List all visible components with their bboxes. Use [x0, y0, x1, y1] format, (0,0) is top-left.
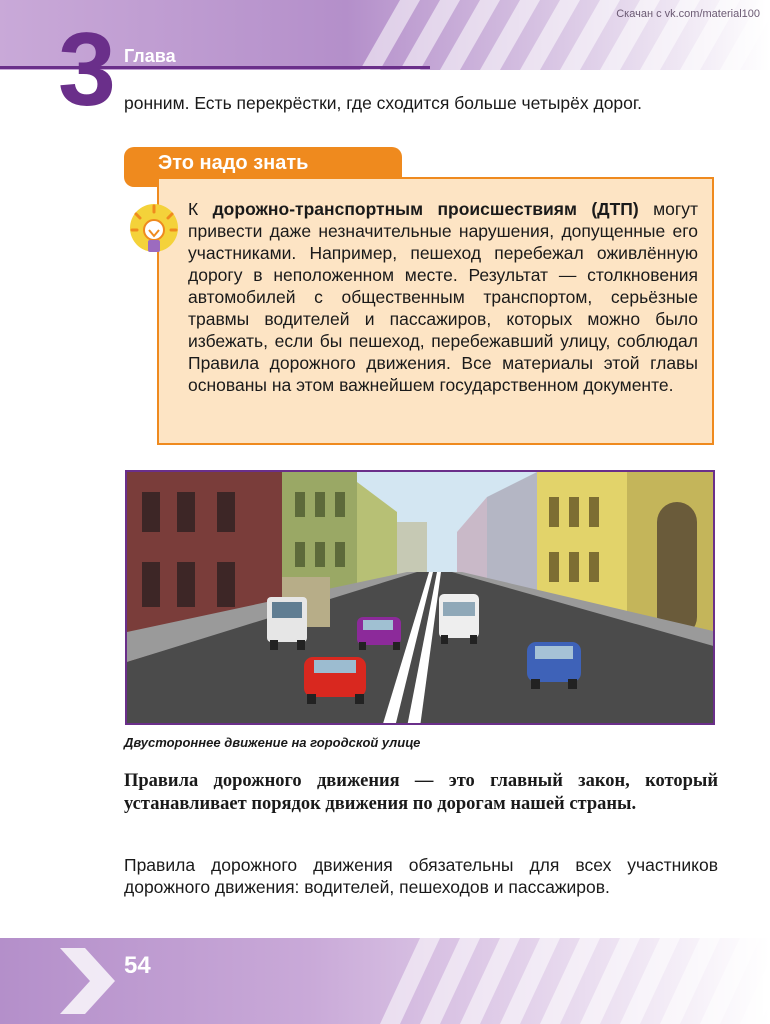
info-box-title: Это надо знать	[158, 152, 309, 174]
lead-paragraph: ронним. Есть перекрёстки, где сходится больше четырёх дорог.	[124, 93, 643, 113]
rule-statement: Правила дорожного движения — это главный закон, который устанавливает порядок движения по дорогам нашей страны.	[124, 771, 718, 814]
chapter-number: 3	[58, 12, 116, 128]
white-van	[439, 594, 479, 644]
info-box-text	[188, 198, 698, 396]
street-scene	[127, 472, 715, 725]
watermark: Скачан с vk.com/material100	[616, 8, 760, 20]
street-illustration	[125, 470, 715, 725]
info-box-term: дорожно-транспортным происшествиям (ДТП)	[212, 199, 639, 219]
chevron-right-icon	[60, 948, 115, 1014]
footer-stripes	[0, 938, 770, 1024]
body-paragraph: Правила дорожного движения обязательны для всех участников дорожного движения: водителей, пешеходов и пассажиров.	[124, 855, 718, 897]
info-box-body: могут привести даже незначительные нарушения, допущенные его участниками. Например, пешеход перебежал оживлённую дорогу в неположенном месте. Результат — столкновения автомобилей с общественным транспортом, серьёзные травмы водителей и пассажиров, которых можно было избежать, если бы пешеход, перебежавший улицу, соблюдал Правила дорожного движения. Все материалы этой главы основаны на этом важнейшем государственном документе.	[188, 199, 699, 395]
figure-caption: Двустороннее движение на городской улице	[124, 735, 421, 750]
lightbulb-icon	[124, 200, 184, 260]
red-car	[304, 657, 366, 704]
page-number: 54	[124, 952, 151, 979]
footer-band	[0, 938, 770, 1024]
info-box-lead: К	[188, 199, 213, 219]
blue-car	[527, 642, 581, 689]
chapter-label: Глава	[124, 46, 176, 66]
